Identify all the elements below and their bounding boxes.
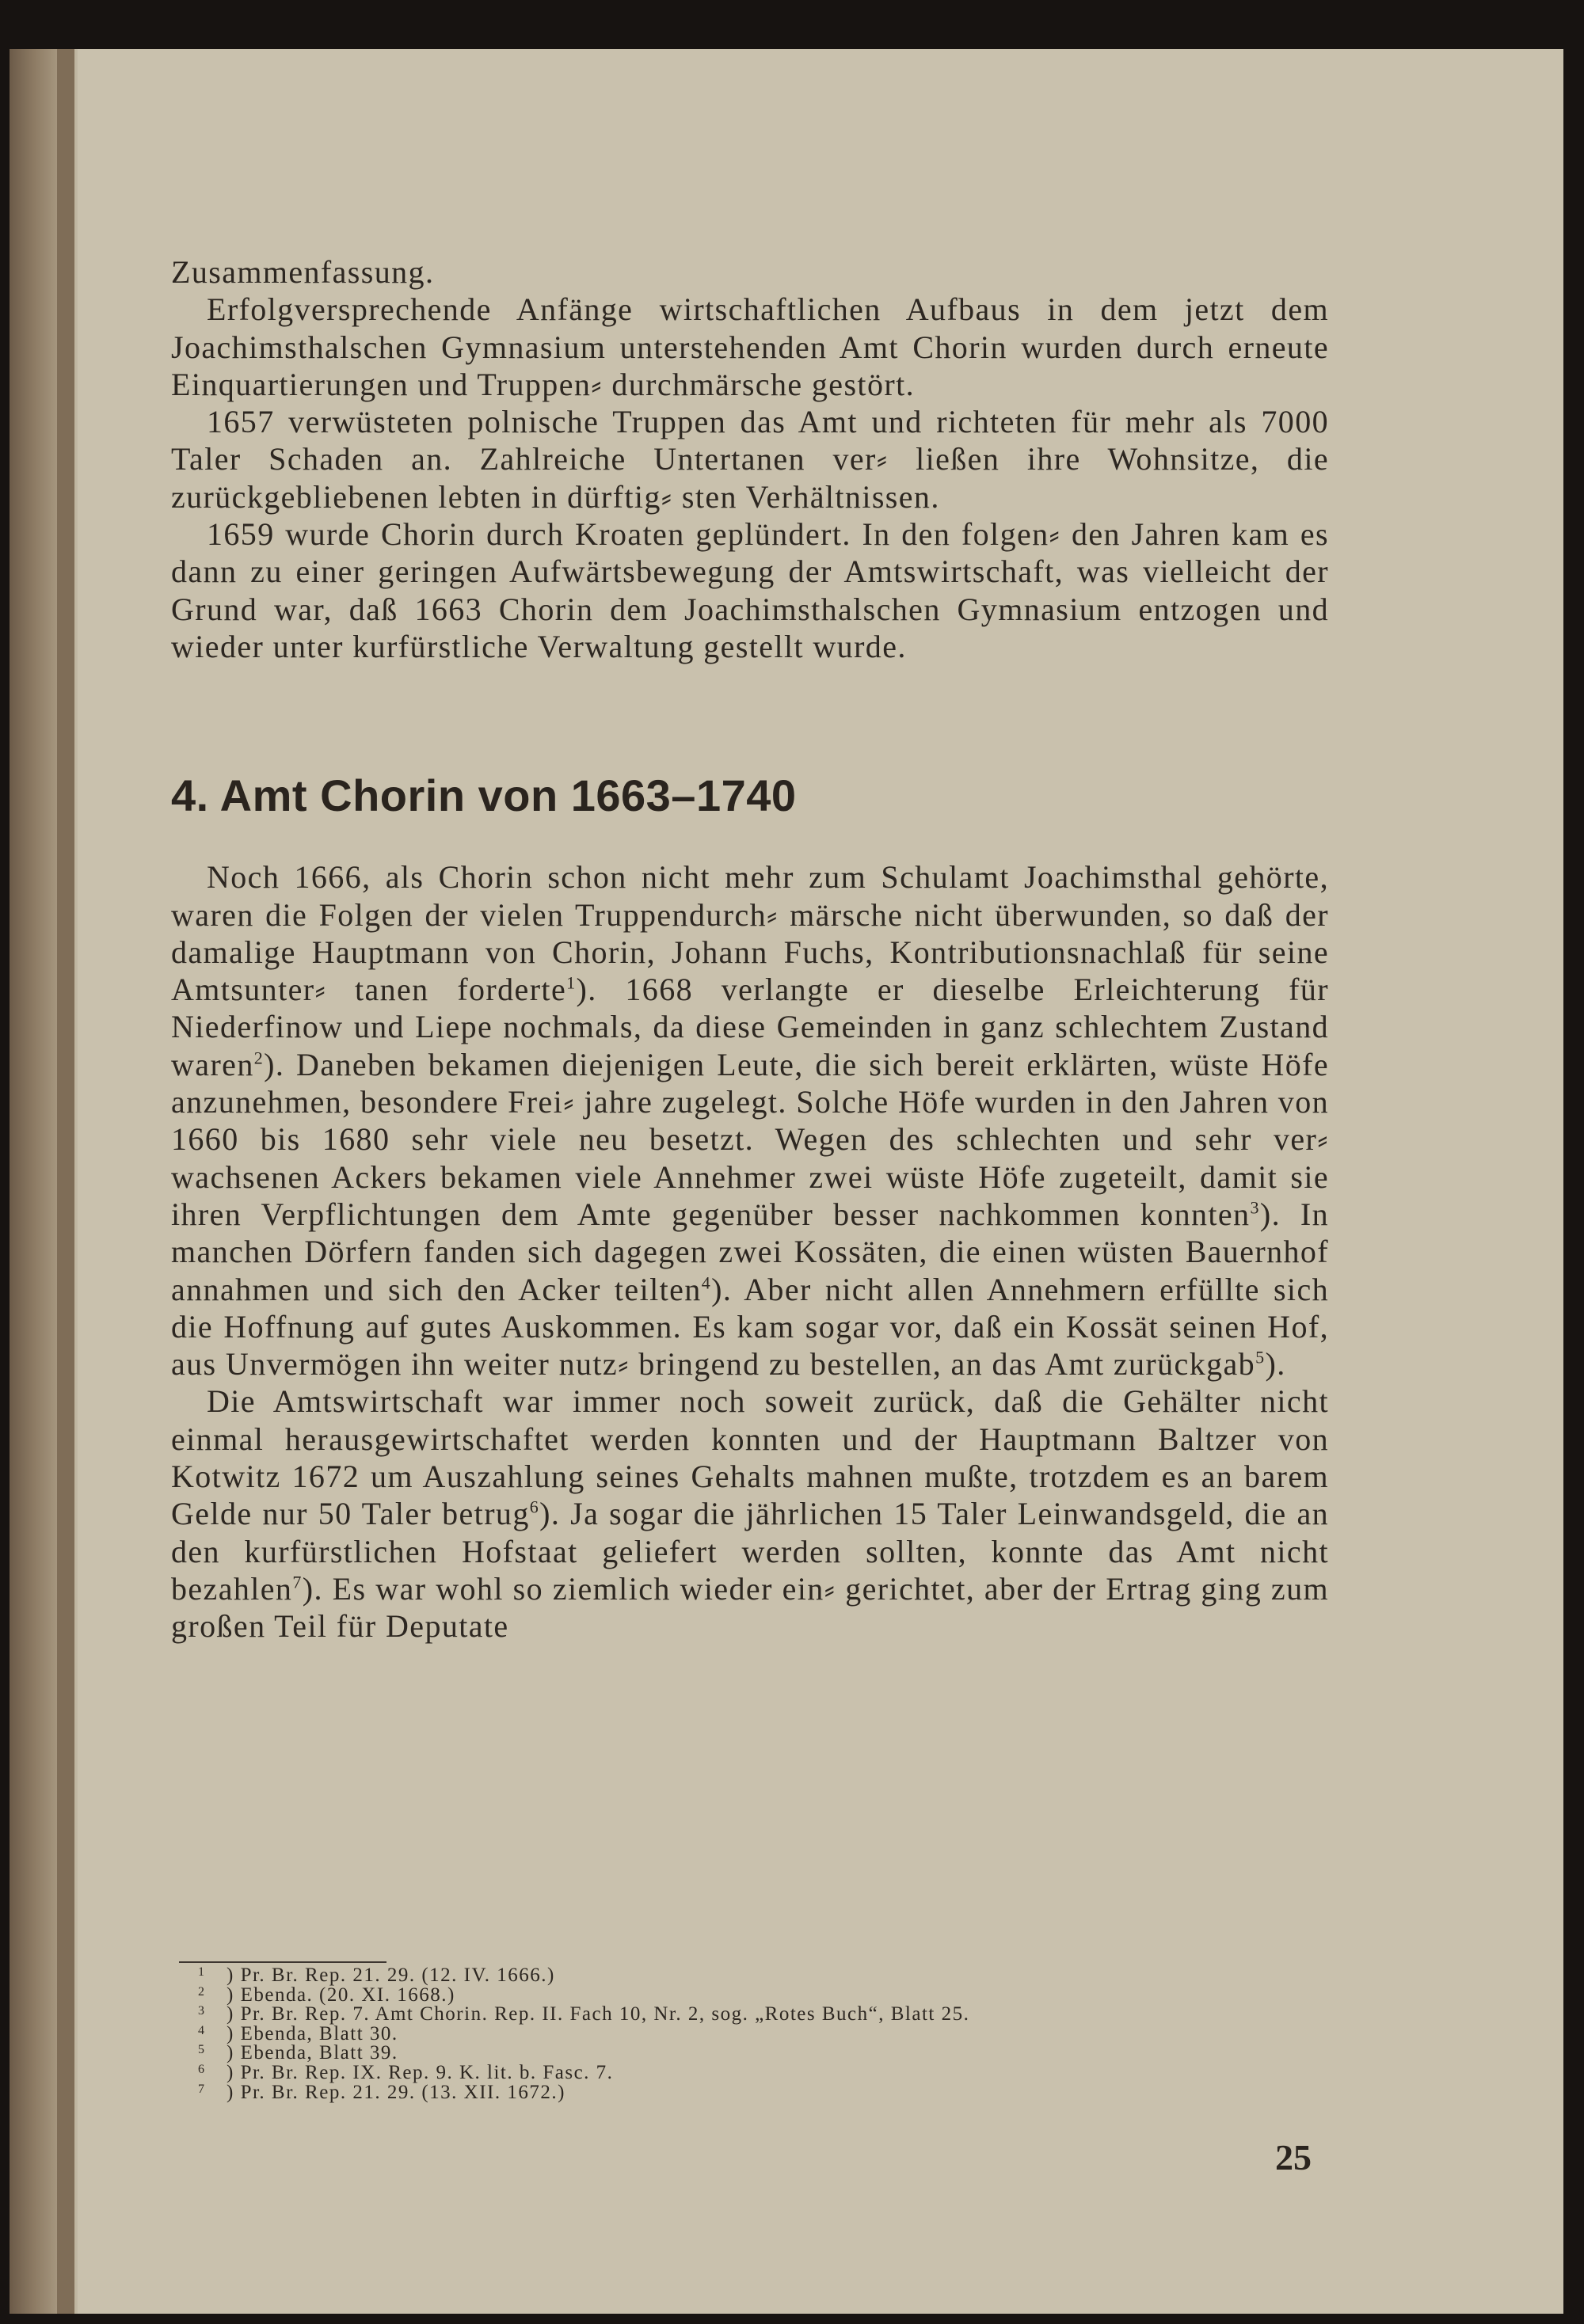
paragraph-text: ). 1668 verlangte er dieselbe Erleichterung für Niederfinow und Liepe nochmals, da diese Gemeinden in ganz schlechtem Zustand waren [171, 972, 1330, 1082]
paragraph-text: ). Ja sogar die jährlichen 15 Taler Leinwandsgeld, die an den kurfürstlichen Hofstaat geliefert werden sollten, konnte das Amt nicht bezahlen [171, 1496, 1329, 1607]
footnote-text: ) Ebenda, Blatt 39. [227, 2042, 398, 2064]
footnote [198, 1965, 1335, 1986]
footnote-ref: 3 [1250, 1197, 1260, 1218]
footnote-rule [179, 1961, 386, 1963]
footnote [198, 1984, 1335, 2006]
page-number: 25 [1275, 2137, 1312, 2178]
summary-paragraph-1: Erfolgversprechende Anfänge wirtschaftlichen Aufbaus in dem jetzt dem Joachimsthalschen Gymnasium unterstehenden Amt Chorin wurden durch erneute Einquartierungen und Truppen⸗ durchmärsche gestört. [171, 291, 1329, 402]
paragraph-text: ). [1265, 1346, 1286, 1383]
footnote [198, 2003, 1335, 2025]
footnote-number: 2 [198, 1984, 206, 1999]
footnote-text: ) Ebenda, Blatt 30. [227, 2022, 398, 2044]
footnote-ref: 7 [292, 1572, 303, 1592]
summary-heading: Zusammenfassung. [171, 254, 435, 290]
footnote-ref: 1 [566, 972, 577, 993]
footnote [198, 2081, 1335, 2103]
footnote-ref: 4 [701, 1272, 712, 1293]
footnote-text: ) Pr. Br. Rep. 21. 29. (13. XII. 1672.) [227, 2081, 565, 2103]
footnote-ref: 5 [1255, 1347, 1266, 1367]
paragraph-text: Noch 1666, als Chorin schon nicht mehr zum Schulamt Joachimsthal gehörte, waren die Folgen der vielen Truppendurch⸗ märsche nicht überwunden, so daß der damalige Hauptmann von Chorin, Johann Fuchs, Kontributionsnachlaß für seine Amtsunter⸗ tanen forderte [171, 859, 1329, 1008]
footnote-ref: 2 [253, 1048, 265, 1068]
footnote-number: 5 [198, 2043, 206, 2057]
section-paragraph-2 [171, 1383, 1329, 1645]
paragraph-text: ). Aber nicht allen Annehmern erfüllte sich die Hoffnung auf gutes Auskommen. Es kam sogar vor, daß ein Kossät seinen Hof, aus Unvermögen ihn weiter nutz⸗ bringend zu bestellen, an das Amt zurückgab [171, 1271, 1329, 1383]
paragraph-text: ). In manchen Dörfern fanden sich dagegen zwei Kossäten, die einen wüsten Bauernhof annahmen und sich den Acker teilten [171, 1196, 1329, 1307]
footnote [198, 2042, 1335, 2064]
paragraph-text: ). Es war wohl so ziemlich wieder ein⸗ gerichtet, aber der Ertrag ging zum großen Teil für Deputate [171, 1570, 1329, 1645]
footnote [198, 2061, 1335, 2083]
section-paragraph-1 [171, 858, 1329, 1383]
paragraph-text: Die Amtswirtschaft war immer noch soweit zurück, daß die Gehälter nicht einmal herausgewirtschaftet werden konnten und der Hauptmann Baltzer von Kotwitz 1672 um Auszahlung seines Gehalts mahnen mußte, trotzdem es an barem Gelde nur 50 Taler betrug [171, 1383, 1329, 1532]
footnote-number: 6 [198, 2062, 206, 2076]
footnote-text: ) Pr. Br. Rep. IX. Rep. 9. K. lit. b. Fasc. 7. [227, 2061, 614, 2083]
paragraph-text: ). Daneben bekamen diejenigen Leute, die sich bereit erklärten, wüste Höfe anzunehmen, besondere Frei⸗ jahre zugelegt. Solche Höfe wurden in den Jahren von 1660 bis 1680 sehr viele neu besetzt. Wegen des schlechten und sehr ver⸗ wachsenen Ackers bekamen viele Annehmer zwei wüste Höfe zugeteilt, damit sie ihren Verpflichtungen dem Amte gegenüber besser nachkommen konnten [171, 1046, 1329, 1232]
summary-paragraph-2: 1657 verwüsteten polnische Truppen das Amt und richteten für mehr als 7000 Taler Schaden an. Zahlreiche Untertanen ver⸗ ließen ihre Wohnsitze, die zurückgebliebenen lebten in dürftig⸗ sten Verhältnissen. [171, 404, 1329, 515]
footnotes [198, 1965, 1335, 2103]
footnote-number: 3 [198, 2004, 206, 2018]
footnote-number: 7 [198, 2082, 206, 2096]
summary-paragraph-3: 1659 wurde Chorin durch Kroaten geplündert. In den folgen⸗ den Jahren kam es dann zu einer geringen Aufwärtsbewegung der Amtswirtschaft, was vielleicht der Grund war, daß 1663 Chorin dem Joachimsthalschen Gymnasium entzogen und wieder unter kurfürstliche Verwaltung gestellt wurde. [171, 516, 1329, 664]
footnote-text: ) Pr. Br. Rep. 7. Amt Chorin. Rep. II. Fach 10, Nr. 2, sog. „Rotes Buch“, Blatt 25. [227, 2003, 970, 2025]
footnote-number: 4 [198, 2023, 206, 2037]
footnote-text: ) Ebenda. (20. XI. 1668.) [227, 1984, 455, 2006]
book-page [10, 49, 1563, 2314]
binding-edge [57, 49, 74, 2314]
footnote-ref: 6 [529, 1497, 540, 1517]
footnote-number: 1 [198, 1965, 206, 1979]
section-heading: 4. Amt Chorin von 1663–1740 [171, 770, 797, 821]
footnote-text: ) Pr. Br. Rep. 21. 29. (12. IV. 1666.) [227, 1965, 555, 1986]
main-text [171, 253, 1329, 1645]
footnote [198, 2022, 1335, 2044]
